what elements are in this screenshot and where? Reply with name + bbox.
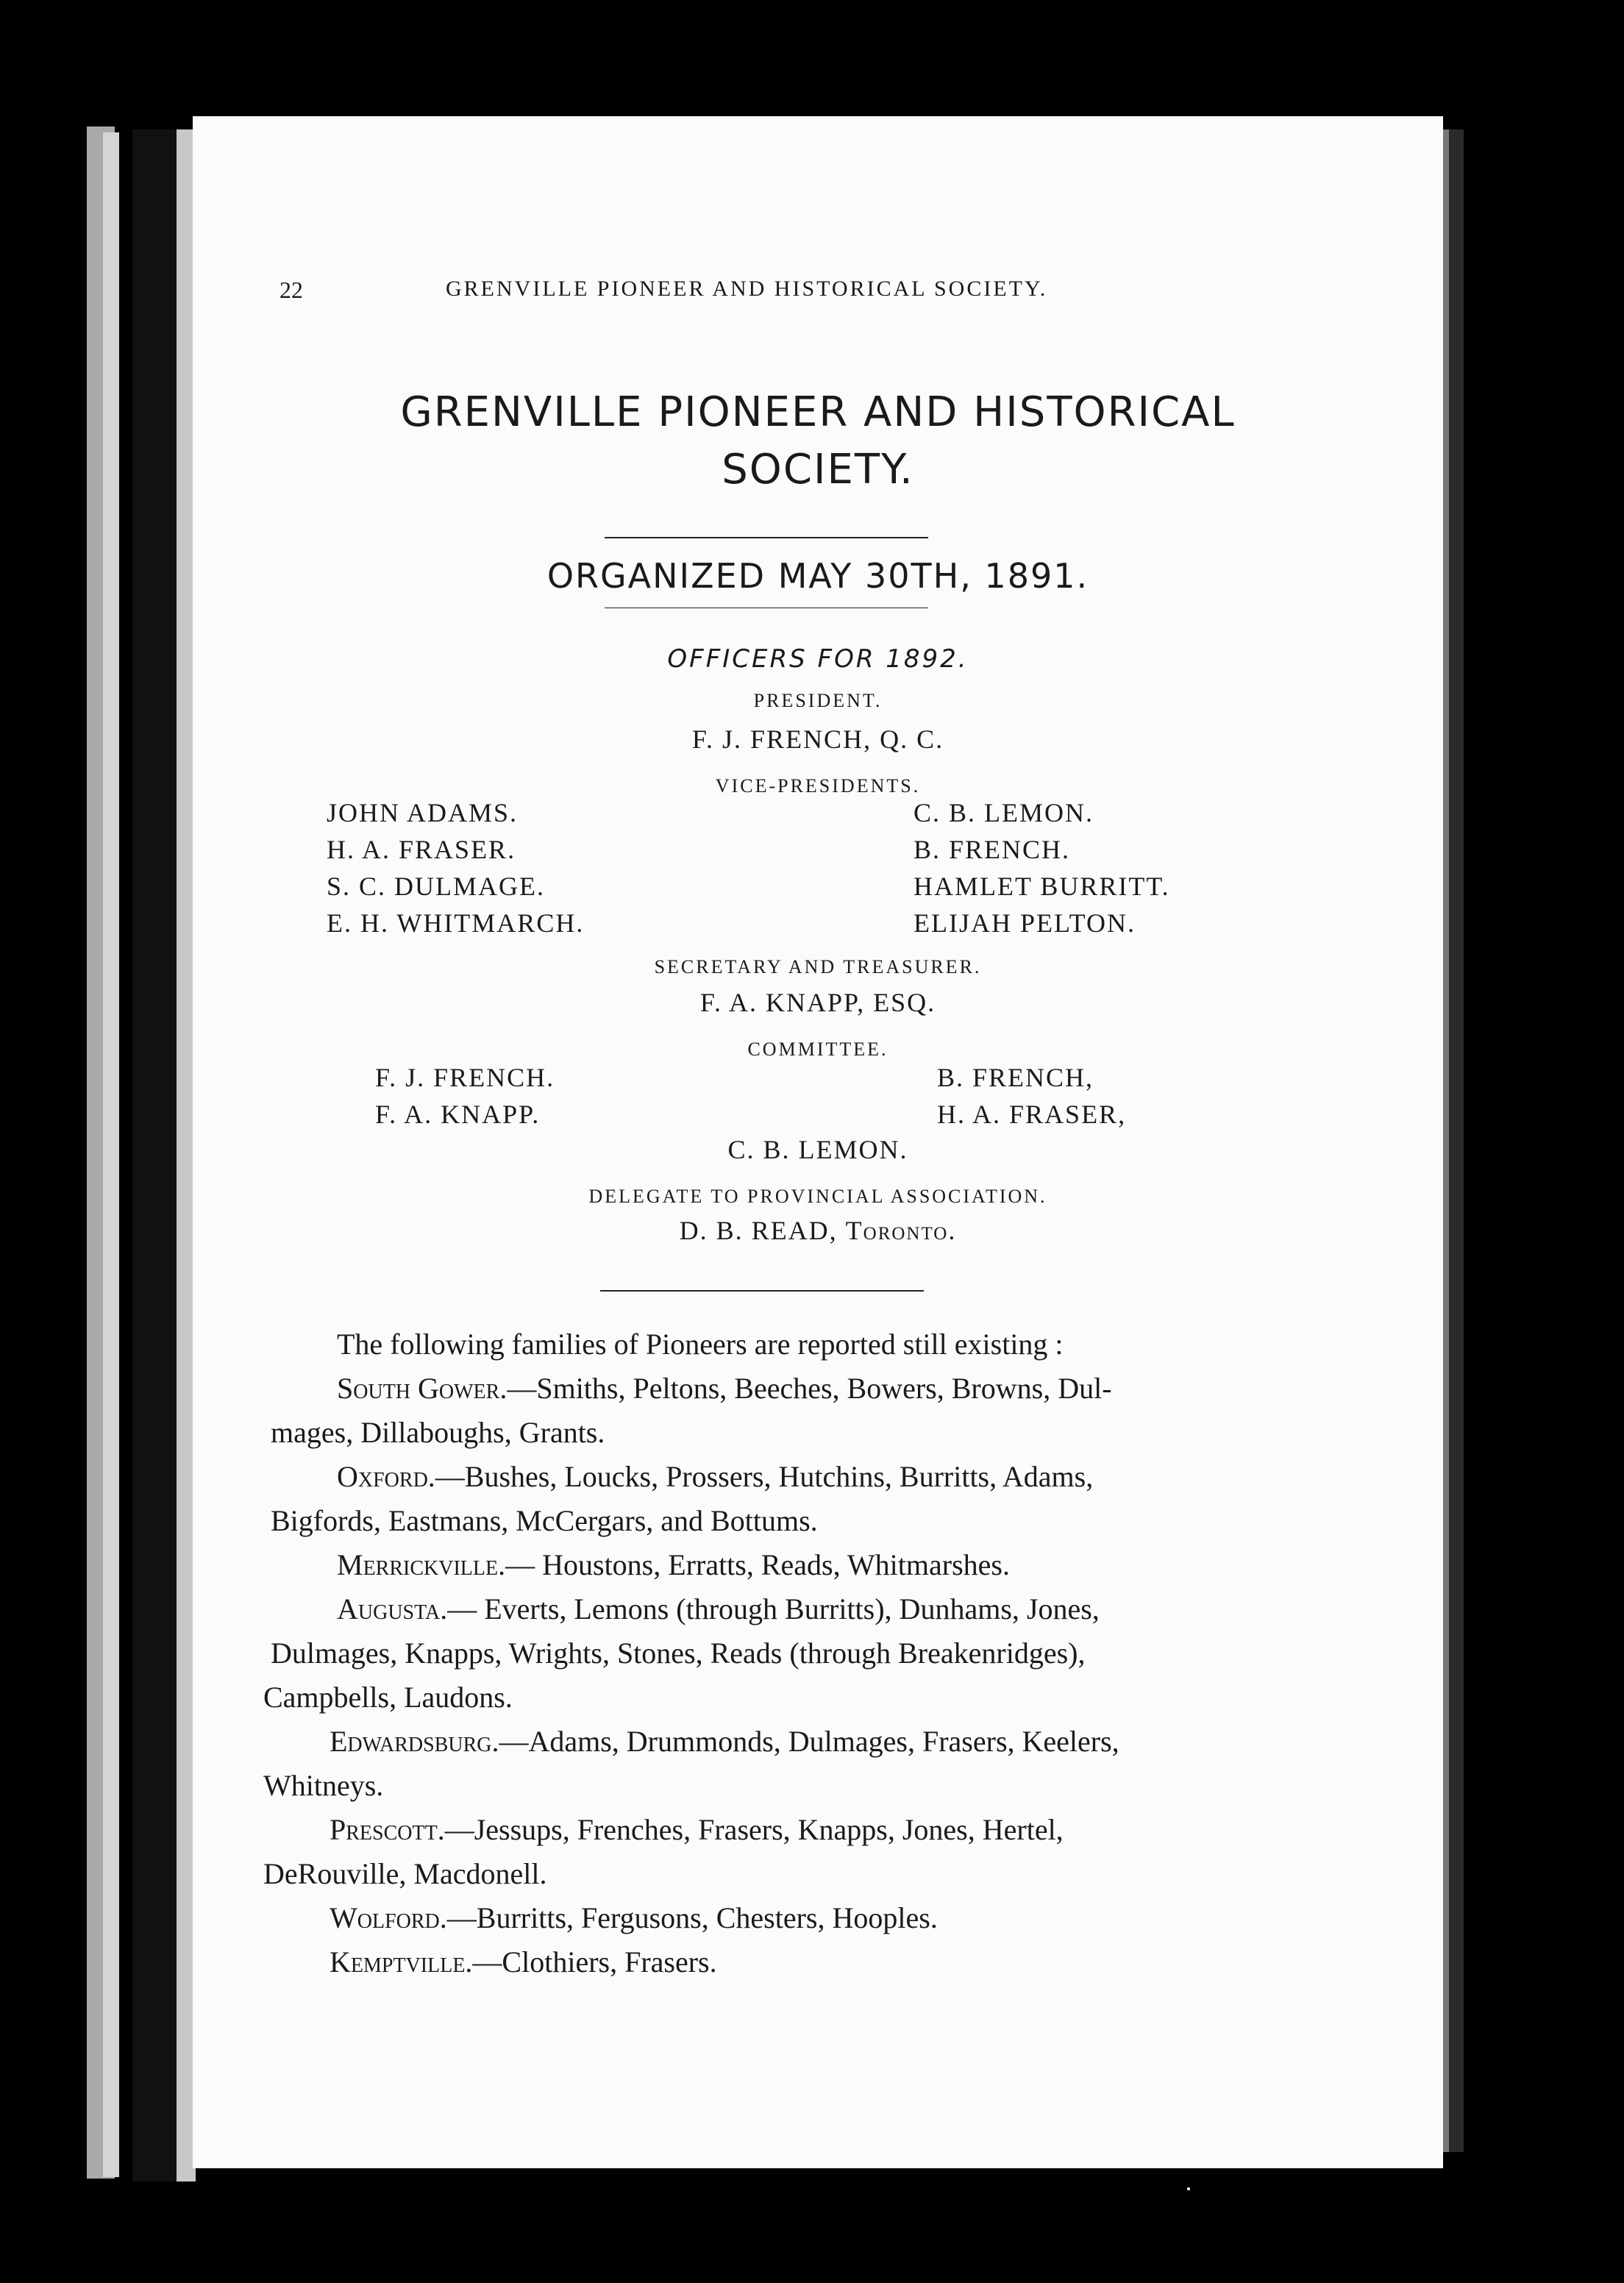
delegate-place: Toronto. bbox=[845, 1216, 957, 1245]
family-entry-line bbox=[337, 1367, 1112, 1411]
family-names: —Smiths, Peltons, Beeches, Bowers, Browns, Dul- bbox=[507, 1372, 1112, 1405]
family-names: —Adams, Drummonds, Dulmages, Frasers, Keelers, bbox=[499, 1725, 1119, 1758]
vice-president-right-1: C. B. LEMON. bbox=[914, 798, 1094, 827]
secretary-label: SECRETARY AND TREASURER. bbox=[654, 956, 982, 977]
vice-president-left-2: H. A. FRASER. bbox=[327, 835, 516, 864]
book-page bbox=[193, 116, 1443, 2168]
title-rule-top bbox=[605, 537, 928, 538]
president-name: F. J. FRENCH, Q. C. bbox=[691, 724, 944, 754]
vice-president-right-4: ELIJAH PELTON. bbox=[914, 908, 1136, 938]
family-place: Merrickville. bbox=[337, 1548, 506, 1581]
family-entry-continuation: Campbells, Laudons. bbox=[263, 1681, 513, 1714]
vice-president-left-4: E. H. WHITMARCH. bbox=[327, 908, 585, 938]
family-names: —Jessups, Frenches, Frasers, Knapps, Jones, Hertel, bbox=[444, 1813, 1064, 1846]
delegate-name: D. B. READ, bbox=[679, 1216, 846, 1245]
running-title: GRENVILLE PIONEER AND HISTORICAL SOCIETY. bbox=[446, 277, 1048, 301]
family-names: —Clothiers, Frasers. bbox=[472, 1945, 717, 1979]
organized-date: ORGANIZED MAY 30TH, 1891. bbox=[546, 556, 1089, 596]
families-intro: The following families of Pioneers are reported still existing : bbox=[337, 1328, 1064, 1361]
officers-heading: OFFICERS FOR 1892. bbox=[667, 644, 969, 674]
committee-left-1: F. J. FRENCH. bbox=[375, 1063, 555, 1092]
family-entry-continuation: Dulmages, Knapps, Wrights, Stones, Reads (through Breakenridges), bbox=[271, 1636, 1086, 1670]
family-entry-line bbox=[337, 1455, 1093, 1499]
vice-president-left-3: S. C. DULMAGE. bbox=[327, 872, 546, 901]
family-entry-line bbox=[337, 1587, 1100, 1631]
committee-left-2: F. A. KNAPP. bbox=[375, 1100, 541, 1129]
vice-presidents-label: VICE-PRESIDENTS. bbox=[715, 775, 921, 797]
family-names: —Bushes, Loucks, Prossers, Hutchins, Burritts, Adams, bbox=[435, 1460, 1094, 1493]
family-entry-line bbox=[330, 1896, 938, 1940]
delegate-label: DELEGATE TO PROVINCIAL ASSOCIATION. bbox=[588, 1186, 1047, 1207]
secretary-name: F. A. KNAPP, ESQ. bbox=[699, 988, 936, 1017]
family-place: Oxford. bbox=[337, 1460, 435, 1493]
family-entry-line bbox=[330, 1808, 1064, 1852]
society-title-line-1: GRENVILLE PIONEER AND HISTORICAL bbox=[400, 388, 1236, 436]
family-place: Kemptville. bbox=[330, 1945, 473, 1979]
page-number: 22 bbox=[279, 277, 303, 303]
family-place: South Gower. bbox=[337, 1372, 508, 1405]
society-title-line-2: SOCIETY. bbox=[722, 446, 914, 494]
family-place: Augusta. bbox=[337, 1592, 448, 1625]
president-label: PRESIDENT. bbox=[753, 690, 883, 711]
family-names: — Houstons, Erratts, Reads, Whitmarshes. bbox=[505, 1548, 1010, 1581]
family-entry-line bbox=[337, 1543, 1010, 1587]
family-entry-line bbox=[330, 1940, 717, 1984]
family-entry-line bbox=[330, 1720, 1119, 1764]
vice-president-left-1: JOHN ADAMS. bbox=[327, 798, 519, 827]
section-rule bbox=[600, 1290, 924, 1292]
family-entry-continuation: mages, Dillaboughs, Grants. bbox=[271, 1416, 605, 1449]
scan-speck bbox=[1186, 2133, 1189, 2137]
delegate-line bbox=[193, 1215, 1443, 1246]
committee-right-1: B. FRENCH, bbox=[937, 1063, 1094, 1092]
scan-speck bbox=[1187, 2187, 1190, 2190]
family-names: —Burritts, Fergusons, Chesters, Hooples. bbox=[446, 1901, 938, 1934]
family-names: — Everts, Lemons (through Burritts), Dunhams, Jones, bbox=[447, 1592, 1100, 1625]
family-place: Prescott. bbox=[330, 1813, 445, 1846]
family-entry-continuation: Bigfords, Eastmans, McCergars, and Bottums. bbox=[271, 1504, 818, 1537]
vice-president-right-3: HAMLET BURRITT. bbox=[914, 872, 1170, 901]
family-place: Edwardsburg. bbox=[330, 1725, 499, 1758]
committee-label: COMMITTEE. bbox=[747, 1039, 888, 1060]
book-left-edge-light bbox=[103, 132, 119, 2177]
committee-right-2: H. A. FRASER, bbox=[937, 1100, 1127, 1129]
book-left-edge-dark bbox=[132, 129, 177, 2182]
family-entry-continuation: DeRouville, Macdonell. bbox=[263, 1857, 547, 1890]
family-place: Wolford. bbox=[330, 1901, 447, 1934]
committee-center: C. B. LEMON. bbox=[727, 1135, 908, 1164]
vice-president-right-2: B. FRENCH. bbox=[914, 835, 1071, 864]
family-entry-continuation: Whitneys. bbox=[263, 1769, 384, 1802]
